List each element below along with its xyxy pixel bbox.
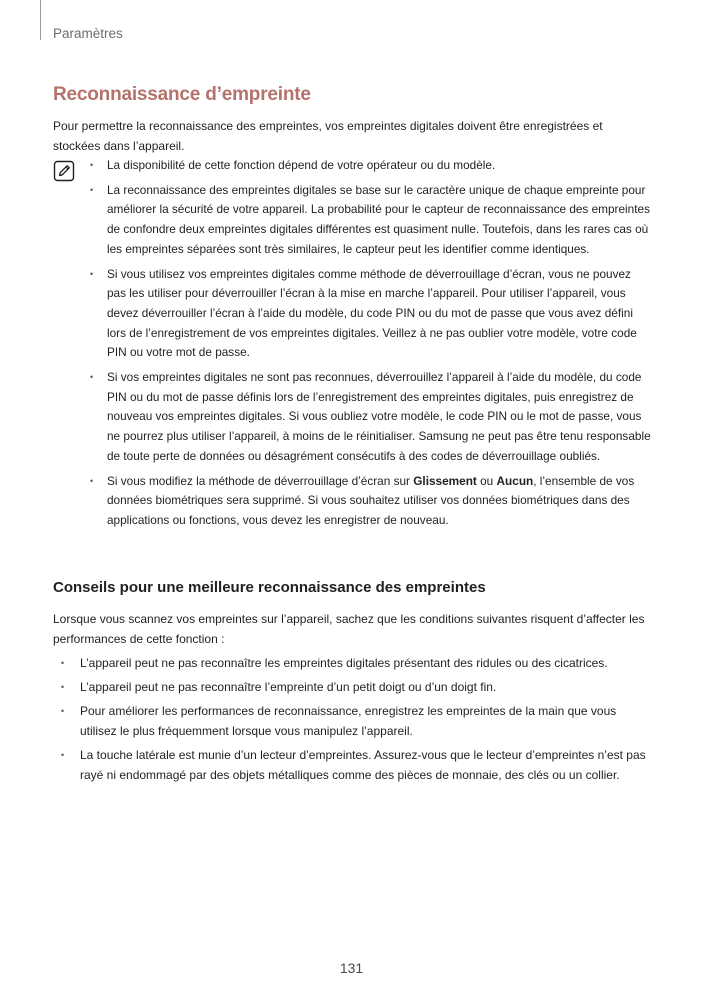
pencil-note-icon: [53, 160, 75, 182]
list-item: • L’appareil peut ne pas reconnaître les empreintes digitales présentant des ridules ou des cicatrices.: [53, 653, 653, 673]
note-item: [90, 472, 652, 531]
option-aucun: Aucun: [496, 473, 534, 488]
note-item: • La reconnaissance des empreintes digitales se base sur le caractère unique de chaque empreinte pour améliorer la sécurité de votre appareil. La probabilité pour le capteur de reconnaissance des empreintes de confondre deux empreintes digitales différentes est quasiment nulle. Toutefois, dans les rares cas où les empreintes séparées sont très similaires, le capteur peut les identifier comme identiques.: [90, 181, 652, 260]
note-text: Si vous modifiez la méthode de déverrouillage d’écran sur: [107, 473, 414, 488]
intro-paragraph: Pour permettre la reconnaissance des empreintes, vos empreintes digitales doivent être enregistrées et stockées dans l’appareil.: [53, 119, 603, 153]
note-text: , l’ensemble de vos données biométriques sera supprimé. Si vous souhaitez utiliser vos données biométriques dans des applications ou fonctions, vous devez les enregistrer de nouveau.: [107, 473, 635, 527]
list-item: • La touche latérale est munie d’un lecteur d’empreintes. Assurez-vous que le lecteur d’empreintes n’est pas rayé ni endommagé par des objets métalliques comme des pièces de monnaie, des clés ou un collier.: [53, 745, 653, 785]
header-divider: [40, 0, 41, 40]
header-title: Paramètres: [53, 26, 123, 41]
page-number: 131: [339, 960, 364, 976]
list-item: • Pour améliorer les performances de reconnaissance, enregistrez les empreintes de la main que vous utilisez le plus fréquemment lorsque vous manipulez l’appareil.: [53, 701, 653, 741]
note-text: ou: [476, 473, 497, 488]
note-item: • Si vous utilisez vos empreintes digitales comme méthode de déverrouillage d’écran, vous ne pouvez pas les utiliser pour déverrouiller l’écran à la mise en marche l’appareil. Pour utiliser l’appareil, vous devez déverrouiller l’écran à l’aide du modèle, du code PIN ou du mot de passe que vous avez défini lors de l’enregistrement de vos empreintes digitales. Veillez à ne pas oublier votre modèle, votre code PIN ou votre mot de passe.: [90, 265, 652, 364]
page-title: Reconnaissance d’empreinte: [53, 84, 311, 105]
note-item: • Si vos empreintes digitales ne sont pas reconnues, déverrouillez l’appareil à l’aide du modèle, du code PIN ou du mot de passe définis lors de l’enregistrement des empreintes digitales, puis enregistrez de nouveau vos empreintes digitales. Si vous oubliez votre modèle, le code PIN ou le mot de passe, vous ne pourrez plus utiliser l’appareil, à moins de le réinitialiser. Samsung ne peut pas être tenu responsable de toute perte de données ou désagrément consécutifs à des codes de déverrouillage oubliés.: [90, 368, 652, 467]
tips-list: [53, 653, 653, 789]
list-item: • L’appareil peut ne pas reconnaître l’empreinte d’un petit doigt ou d’un doigt fin.: [53, 677, 653, 697]
option-glissement: Glissement: [413, 473, 477, 488]
section-intro: Lorsque vous scannez vos empreintes sur l’appareil, sachez que les conditions suivantes risquent d’affecter les performances de cette fonction :: [53, 612, 645, 646]
note-list: [90, 156, 652, 536]
section-title: Conseils pour une meilleure reconnaissance des empreintes: [53, 579, 486, 596]
note-item: • La disponibilité de cette fonction dépend de votre opérateur ou du modèle.: [90, 156, 652, 176]
